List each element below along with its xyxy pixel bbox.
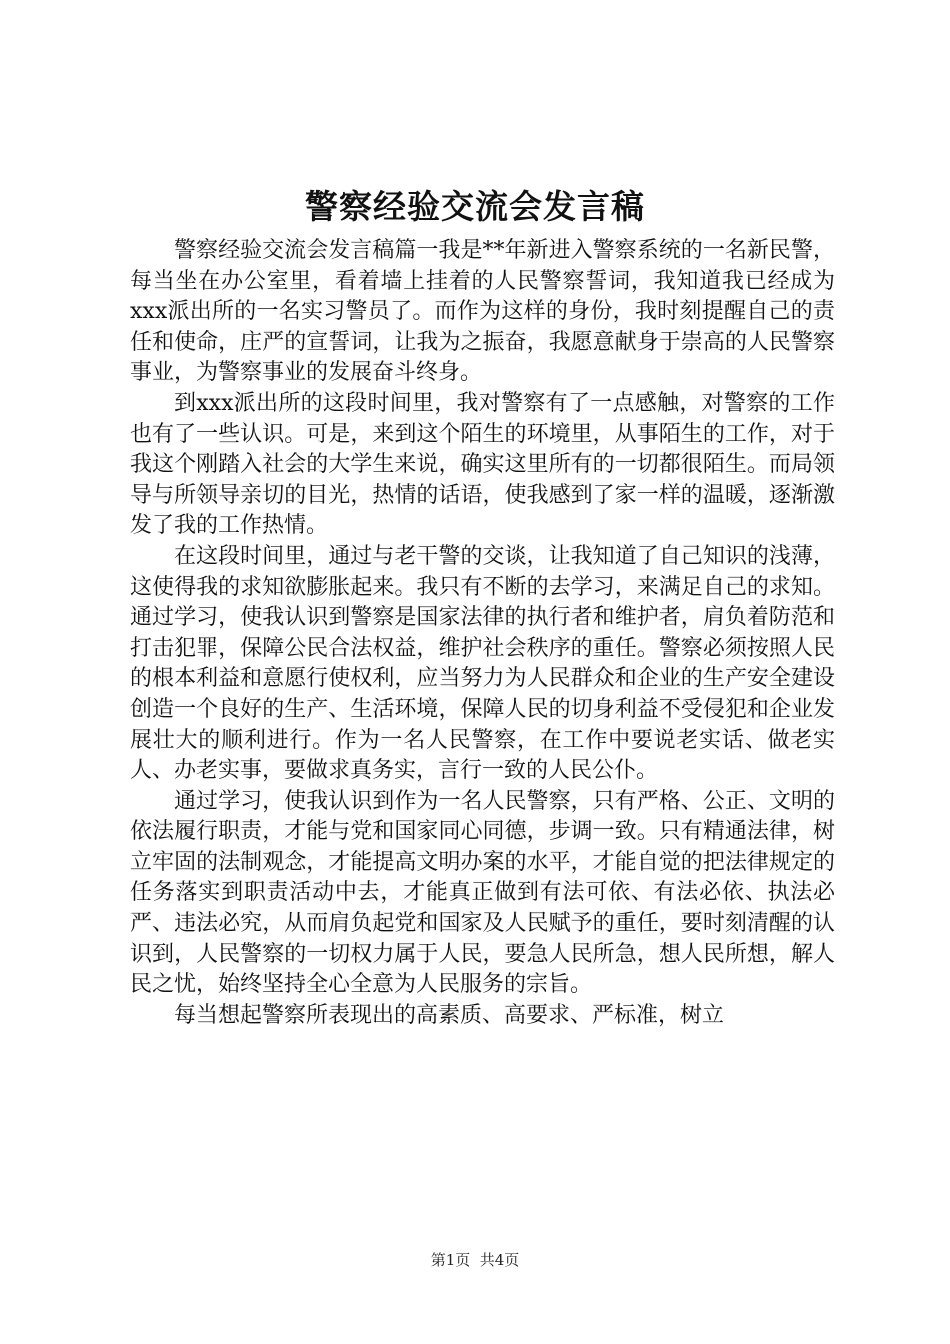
paragraph: 警察经验交流会发言稿篇一我是**年新进入警察系统的一名新民警，每当坐在办公室里，看着墙上挂着的人民警察誓词，我知道我已经成为xxx派出所的一名实习警员了。而作为这样的身份，我时刻提醒自己的责任和使命，庄严的宣誓词，让我为之振奋，我愿意献身于崇高的人民警察事业，为警察事业的发展奋斗终身。 <box>130 238 835 386</box>
paragraph: 每当想起警察所表现出的高素质、高要求、严标准，树立 <box>174 1002 725 1028</box>
paragraph: 到xxx派出所的这段时间里，我对警察有了一点感触，对警察的工作也有了一些认识。可是，来到这个陌生的环境里，从事陌生的工作，对于我这个刚踏入社会的大学生来说，确实这里所有的一切都很陌生。而局领导与所领导亲切的目光，热情的话语，使我感到了家一样的温暖，逐渐激发了我的工作热情。 <box>130 390 835 539</box>
paragraph: 在这段时间里，通过与老干警的交谈，让我知道了自己知识的浅薄，这使得我的求知欲膨胀起来。我只有不断的去学习，来满足自己的求知。通过学习，使我认识到警察是国家法律的执行者和维护者，肩负着防范和打击犯罪，保障公民合法权益，维护社会秩序的重任。警察必须按照人民的根本利益和意愿行使权利，应当努力为人民群众和企业的生产安全建设创造一个良好的生产、生活环境，保障人民的切身利益不受侵犯和企业发展壮大的顺利进行。作为一名人民警察，在工作中要说老实话、做老实人、办老实事，要做求真务实，言行一致的人民公仆。 <box>130 543 835 784</box>
page-footer: 第1页 共4页 <box>430 1251 520 1269</box>
document-body <box>130 236 835 1031</box>
paragraph: 通过学习，使我认识到作为一名人民警察，只有严格、公正、文明的依法履行职责，才能与党和国家同心同德，步调一致。只有精通法律，树立牢固的法制观念，才能提高文明办案的水平，才能自觉的把法律规定的任务落实到职责活动中去，才能真正做到有法可依、有法必依、执法必严、违法必究，从而肩负起党和国家及人民赋予的重任，要时刻清醒的认识到，人民警察的一切权力属于人民，要急人民所急，想人民所想，解人民之忧，始终坚持全心全意为人民服务的宗旨。 <box>130 788 835 998</box>
document-title: 警察经验交流会发言稿 <box>305 187 645 226</box>
